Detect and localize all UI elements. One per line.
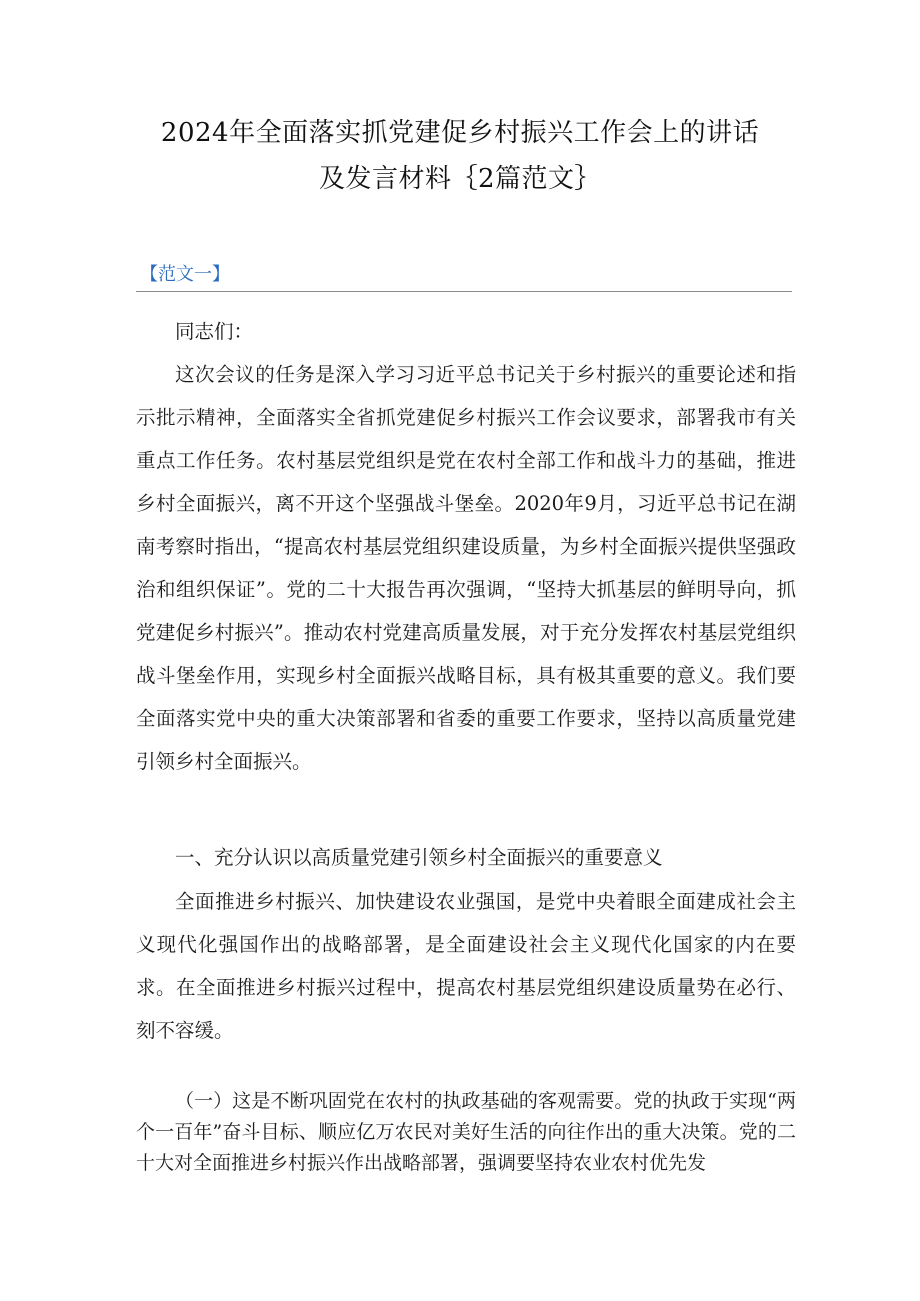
paragraph-intro: 这次会议的任务是深入学习习近平总书记关于乡村振兴的重要论述和指示批示精神，全面落实全省抓党建促乡村振兴工作会议要求，部署我市有关重点工作任务。农村基层党组织是党在农村全部工作和战斗力的基础，推进乡村全面振兴，离不开这个坚强战斗堡垒。2020年9月，习近平总书记在湖南考察时指出，“提高农村基层党组织建设质量，为乡村全面振兴提供坚强政治和组织保证”。党的二十大报告再次强调，“坚持大抓基层的鲜明导向，抓党建促乡村振兴”。推动农村党建高质量发展，对于充分发挥农村基层党组织战斗堡垒作用，实现乡村全面振兴战略目标，具有极其重要的意义。我们要全面落实党中央的重大决策部署和省委的重要工作要求，坚持以高质量党建引领乡村全面振兴。 [136, 363, 796, 773]
document-title-line-2: 及发言材料｛2篇范文｝ [318, 164, 602, 194]
section-label: 【范文一】 [140, 264, 230, 285]
paragraph-subsection-1: （一）这是不断巩固党在农村的执政基础的客观需要。党的执政于实现“两个一百年”奋斗目标、顺应亿万农民对美好生活的向往作出的重大决策。党的二十大对全面推进乡村振兴作出战略部署，强调要坚持农业农村优先发 [136, 1090, 796, 1174]
section-heading-1: 一、充分认识以高质量党建引领乡村全面振兴的重要意义 [175, 846, 663, 869]
document-title-line-1: 2024年全面落实抓党建促乡村振兴工作会上的讲话 [160, 118, 760, 148]
paragraph-significance: 全面推进乡村振兴、加快建设农业强国，是党中央着眼全面建成社会主义现代化强国作出的战略部署，是全面建设社会主义现代化国家的内在要求。在全面推进乡村振兴过程中，提高农村基层党组织建设质量势在必行、刻不容缓。 [136, 890, 796, 1042]
section-divider [136, 291, 792, 292]
salutation: 同志们： [175, 320, 254, 343]
